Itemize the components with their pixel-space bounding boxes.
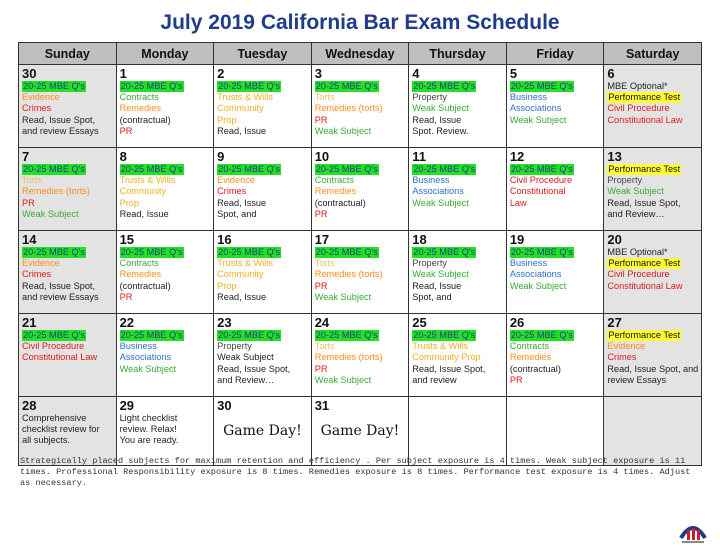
- subject-label: PR: [314, 114, 328, 125]
- subject-label: Evidence: [217, 175, 255, 186]
- subject-label: PR: [119, 291, 133, 302]
- task-label: review Essays: [607, 374, 667, 385]
- task-label: Read, Issue: [217, 291, 267, 302]
- day-cell: [214, 231, 312, 314]
- subject-label: Weak Subject: [509, 114, 567, 125]
- mbe-label: 20-25 MBE Q's: [120, 247, 183, 257]
- subject-label: Torts: [314, 258, 335, 269]
- date-number: 8: [119, 150, 127, 164]
- subject-label: Prop: [217, 280, 237, 291]
- mbe-label: 20-25 MBE Q's: [315, 164, 378, 174]
- subject-label: Trusts & Wills: [119, 175, 176, 186]
- day-cell: [19, 65, 117, 148]
- subject-label: Contracts: [509, 341, 550, 352]
- day-cell: [311, 314, 409, 397]
- subject-label: Property: [217, 341, 252, 352]
- subject-label: Remedies (torts): [22, 186, 90, 197]
- day-cell: [311, 65, 409, 148]
- task-label: Read, Issue: [217, 197, 267, 208]
- day-cell: [604, 314, 702, 397]
- mbe-label: 20-25 MBE Q's: [218, 330, 281, 340]
- day-cell: [409, 65, 507, 148]
- mbe-label: 20-25 MBE Q's: [218, 164, 281, 174]
- subject-label: Business: [412, 175, 450, 186]
- subject-label: Associations: [119, 352, 172, 363]
- task-label: and Review…: [607, 208, 665, 219]
- date-number: 16: [217, 233, 232, 247]
- subject-label: Associations: [509, 103, 562, 114]
- subject-label: Civil Procedure: [22, 341, 85, 352]
- subject-label: Remedies: [509, 352, 552, 363]
- subject-label: Law: [509, 197, 527, 208]
- mbe-label: 20-25 MBE Q's: [510, 164, 573, 174]
- day-cell: [214, 148, 312, 231]
- mbe-label: 20-25 MBE Q's: [510, 81, 573, 91]
- subject-label: Contracts: [314, 175, 355, 186]
- subject-label: Community: [217, 103, 264, 114]
- subject-label: Property: [412, 92, 447, 103]
- day-cell: [116, 231, 214, 314]
- task-label: Read, Issue: [217, 125, 267, 136]
- date-number: 4: [412, 67, 420, 81]
- day-cell: [604, 148, 702, 231]
- day-cell: [311, 148, 409, 231]
- subject-label: Torts: [314, 341, 335, 352]
- day-cell: [409, 314, 507, 397]
- weekday-header-row: [19, 43, 702, 65]
- date-number: 10: [314, 150, 330, 164]
- subject-label: Community: [217, 269, 264, 280]
- header-sunday: Sunday: [19, 43, 117, 65]
- subject-label: Business: [509, 258, 548, 269]
- date-number: 14: [22, 233, 37, 247]
- date-number: 9: [217, 150, 225, 164]
- date-number: 21: [22, 316, 37, 330]
- date-number: 24: [314, 316, 330, 330]
- header-saturday: Saturday: [604, 43, 702, 65]
- day-cell: [506, 314, 604, 397]
- mbe-label: 20-25 MBE Q's: [413, 81, 476, 91]
- day-cell: [604, 65, 702, 148]
- subject-label: Property: [607, 175, 643, 186]
- subject-label: MBE Optional*: [607, 81, 668, 91]
- subject-label: Crimes: [607, 352, 637, 363]
- subject-label: Business: [509, 92, 548, 103]
- subject-label: Contracts: [119, 258, 159, 269]
- task-label: Spot, and: [412, 291, 452, 302]
- day-cell: [214, 65, 312, 148]
- subject-label: Trusts & Wills: [412, 341, 469, 352]
- subject-label: Trusts & Wills: [217, 258, 273, 269]
- subject-label: PR: [509, 374, 523, 385]
- day-cell: [19, 148, 117, 231]
- subject-label: Evidence: [22, 92, 60, 103]
- header-monday: Monday: [116, 43, 214, 65]
- date-number: 31: [314, 399, 330, 413]
- mbe-label: 20-25 MBE Q's: [413, 164, 476, 174]
- date-number: 29: [119, 399, 135, 413]
- subject-label: Business: [119, 341, 157, 352]
- task-label: Read, Issue Spot,: [22, 114, 96, 125]
- subject-label: Weak Subject: [509, 280, 567, 291]
- subject-label: Weak Subject: [412, 197, 469, 208]
- task-label: Read, Issue Spot,: [607, 197, 681, 208]
- subject-label: Remedies (torts): [314, 103, 383, 114]
- subject-label: Civil Procedure: [509, 175, 573, 186]
- task-label: Spot. Review.: [412, 125, 469, 136]
- subject-label: Evidence: [607, 341, 646, 352]
- date-number: 27: [607, 316, 622, 330]
- header-friday: Friday: [506, 43, 604, 65]
- mbe-label: 20-25 MBE Q's: [315, 81, 378, 91]
- week-row: [19, 314, 702, 397]
- date-number: 30: [22, 67, 37, 81]
- day-cell: [19, 314, 117, 397]
- task-label: Read, Issue Spot, and Review…: [217, 363, 291, 385]
- date-number: 1: [119, 67, 127, 81]
- week-row: [19, 65, 702, 148]
- day-cell: [311, 231, 409, 314]
- subject-label: PR: [314, 363, 328, 374]
- mbe-label: 20-25 MBE Q's: [315, 330, 378, 340]
- day-cell: [19, 231, 117, 314]
- date-number: 30: [217, 399, 232, 413]
- subject-label: Remedies (torts): [314, 269, 383, 280]
- day-cell: [116, 314, 214, 397]
- subject-label: Associations: [509, 269, 562, 280]
- task-label: and review Essays: [22, 125, 99, 136]
- subject-label: Weak Subject: [217, 352, 274, 363]
- day-cell: [409, 148, 507, 231]
- mbe-label: 20-25 MBE Q's: [120, 164, 183, 174]
- subject-label: Community Prop: [412, 352, 481, 363]
- subject-label: Weak Subject: [412, 103, 469, 114]
- page-title: July 2019 California Bar Exam Schedule: [160, 11, 560, 34]
- subject-label: Constitutional: [509, 186, 566, 197]
- date-number: 28: [22, 399, 37, 413]
- task-label: Read, Issue Spot,: [22, 280, 96, 291]
- subject-label: Remedies: [314, 186, 357, 197]
- subject-label: (contractual): [509, 363, 561, 374]
- date-number: 7: [22, 150, 30, 164]
- date-number: 15: [119, 233, 135, 247]
- bar-prep-logo-icon: [678, 516, 708, 546]
- mbe-label: 20-25 MBE Q's: [413, 247, 476, 257]
- date-number: 2: [217, 67, 225, 81]
- subject-label: Weak Subject: [314, 374, 372, 385]
- task-label: Spot, and: [217, 208, 257, 219]
- note-label: Comprehensive: [22, 413, 87, 423]
- mbe-label: 20-25 MBE Q's: [218, 247, 281, 257]
- task-label: Read, Issue: [412, 280, 462, 291]
- subject-label: MBE Optional*: [607, 247, 668, 257]
- task-label: Read, Issue: [119, 208, 169, 219]
- subject-label: Remedies (torts): [314, 352, 383, 363]
- date-number: 18: [412, 233, 427, 247]
- note-label: all subjects.: [22, 435, 71, 446]
- subject-label: Weak Subject: [314, 291, 372, 302]
- day-cell: [506, 148, 604, 231]
- subject-label: Crimes: [22, 103, 52, 114]
- note-label: checklist review for: [22, 424, 100, 435]
- subject-label: Community: [119, 186, 167, 197]
- mbe-label: 20-25 MBE Q's: [23, 164, 86, 174]
- date-number: 5: [509, 67, 518, 81]
- mbe-label: 20-25 MBE Q's: [23, 81, 86, 91]
- date-number: 22: [119, 316, 135, 330]
- subject-label: Evidence: [22, 258, 60, 269]
- date-number: 20: [607, 233, 622, 247]
- subject-label: (contractual): [119, 114, 171, 125]
- day-cell: [506, 65, 604, 148]
- subject-label: Constitutional Law: [607, 280, 683, 291]
- subject-label: Contracts: [119, 92, 159, 103]
- date-number: 17: [314, 233, 330, 247]
- subject-label: Weak Subject: [314, 125, 372, 136]
- subject-label: Prop: [217, 114, 237, 125]
- day-cell: [604, 231, 702, 314]
- subject-label: (contractual): [119, 280, 171, 291]
- subject-label: Weak Subject: [607, 186, 664, 197]
- mbe-label: 20-25 MBE Q's: [315, 247, 378, 257]
- performance-test-label: Performance Test: [608, 258, 681, 269]
- date-number: 23: [217, 316, 232, 330]
- mbe-label: 20-25 MBE Q's: [23, 330, 86, 340]
- date-number: 3: [314, 67, 322, 81]
- task-label: and review Essays: [22, 291, 99, 302]
- task-label: and review: [412, 374, 457, 385]
- day-cell: [409, 231, 507, 314]
- subject-label: Crimes: [217, 186, 247, 197]
- subject-label: Torts: [22, 175, 42, 186]
- date-number: 11: [412, 150, 426, 164]
- header-wednesday: Wednesday: [311, 43, 409, 65]
- subject-label: Weak Subject: [412, 269, 469, 280]
- subject-label: PR: [314, 208, 328, 219]
- task-label: Read, Issue Spot,: [412, 363, 486, 374]
- subject-label: Constitutional Law: [607, 114, 683, 125]
- mbe-label: 20-25 MBE Q's: [510, 330, 573, 340]
- task-label: Read, Issue Spot, and: [607, 363, 698, 374]
- date-number: 26: [509, 316, 525, 330]
- subject-label: Remedies: [119, 269, 161, 280]
- performance-test-label: Performance Test: [608, 164, 681, 174]
- mbe-label: 20-25 MBE Q's: [510, 247, 573, 257]
- mbe-label: 20-25 MBE Q's: [120, 330, 183, 340]
- day-cell: [116, 148, 214, 231]
- subject-label: Associations: [412, 186, 464, 197]
- note-label: Light checklist: [119, 413, 178, 423]
- subject-label: Property: [412, 258, 447, 269]
- header-thursday: Thursday: [409, 43, 507, 65]
- game-day-label: Game Day!: [223, 423, 302, 439]
- date-number: 6: [607, 67, 615, 81]
- calendar-grid: [18, 42, 702, 466]
- subject-label: Torts: [314, 92, 335, 103]
- subject-label: (contractual): [314, 197, 366, 208]
- week-row: [19, 148, 702, 231]
- subject-label: PR: [22, 197, 35, 208]
- performance-test-label: Performance Test: [608, 330, 681, 340]
- game-day-label: Game Day!: [320, 423, 400, 439]
- task-label: Read, Issue: [412, 114, 462, 125]
- subject-label: Trusts & Wills: [217, 92, 273, 103]
- mbe-label: 20-25 MBE Q's: [120, 81, 183, 91]
- subject-label: Constitutional Law: [22, 352, 98, 363]
- subject-label: PR: [119, 125, 133, 136]
- performance-test-label: Performance Test: [608, 92, 681, 103]
- subject-label: Crimes: [22, 269, 52, 280]
- header-tuesday: Tuesday: [214, 43, 312, 65]
- week-row: [19, 231, 702, 314]
- mbe-label: 20-25 MBE Q's: [218, 81, 281, 91]
- note-label: review. Relax!: [119, 424, 177, 435]
- mbe-label: 20-25 MBE Q's: [23, 247, 86, 257]
- day-cell: [214, 314, 312, 397]
- date-number: 13: [607, 150, 622, 164]
- day-cell: [116, 65, 214, 148]
- subject-label: Prop: [119, 197, 139, 208]
- date-number: 12: [509, 150, 525, 164]
- subject-label: Civil Procedure: [607, 103, 670, 114]
- subject-label: Weak Subject: [119, 363, 177, 374]
- mbe-label: 20-25 MBE Q's: [413, 330, 476, 340]
- footnote: Strategically placed subjects for maximum retention and efficiency . Per subject exposure is 4 times. Weak subject exposure is 11 times. Professional Responsibility exposure is 8 times. Remedies exposure is 8 times. Performance test exposure is 4 times. Adjust as necessary.: [20, 456, 691, 488]
- subject-label: Remedies: [119, 103, 161, 114]
- subject-label: PR: [314, 280, 328, 291]
- day-cell: [506, 231, 604, 314]
- note-label: You are ready.: [119, 435, 179, 446]
- date-number: 25: [412, 316, 427, 330]
- date-number: 19: [509, 233, 525, 247]
- subject-label: Civil Procedure: [607, 269, 670, 280]
- subject-label: Weak Subject: [22, 208, 79, 219]
